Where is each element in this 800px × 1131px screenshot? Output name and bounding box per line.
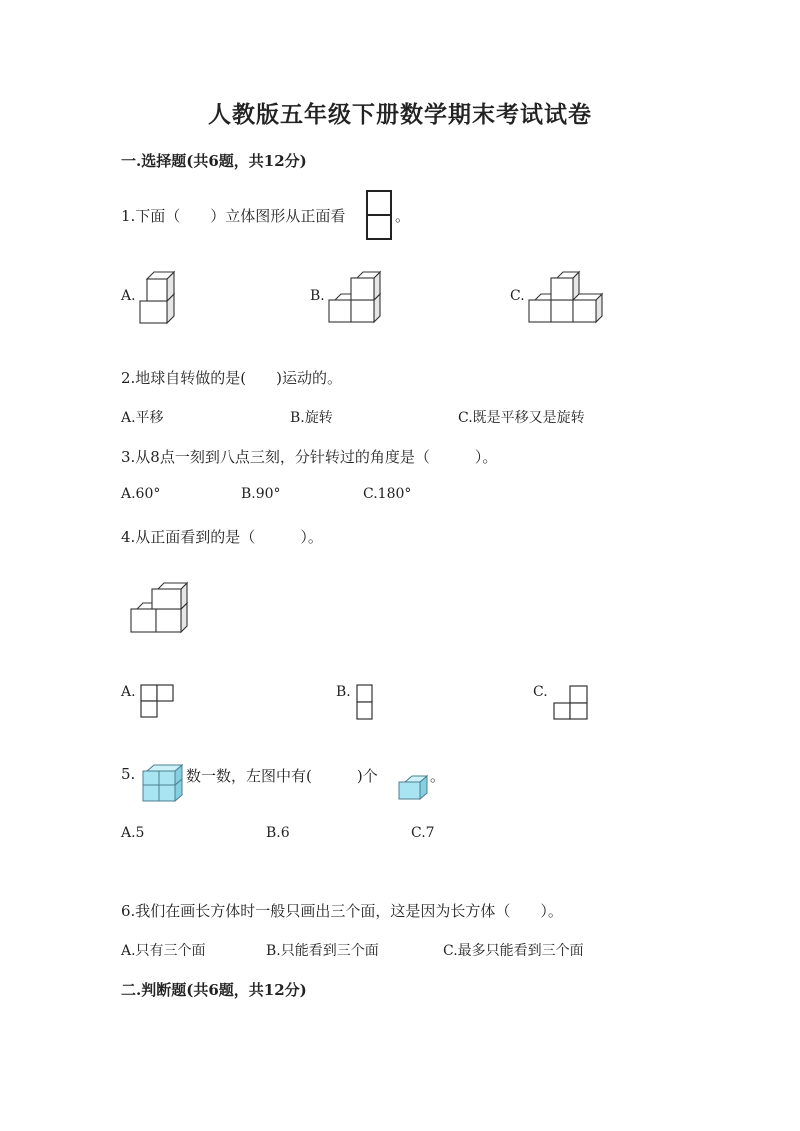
question-4-text: 4.从正面看到的是（ ）。 — [121, 528, 323, 546]
q4-option-c-view — [553, 685, 589, 721]
page-title: 人教版五年级下册数学期末考试试卷 — [208, 101, 592, 128]
q5-blue-cube-stack — [140, 762, 186, 804]
q1-option-b[interactable]: B. — [310, 288, 325, 304]
q6-option-b[interactable]: B.只能看到三个面 — [266, 943, 379, 959]
question-5-label: 5. — [121, 765, 136, 783]
q4-option-a-view — [140, 684, 176, 720]
q3-option-b[interactable]: B.90° — [241, 486, 281, 502]
q4-option-a[interactable]: A. — [121, 684, 136, 700]
question-2-text: 2.地球自转做的是( )运动的。 — [121, 369, 343, 387]
q4-option-c[interactable]: C. — [533, 684, 548, 700]
q2-option-a[interactable]: A.平移 — [121, 410, 164, 426]
q1-option-b-cubes — [328, 270, 384, 324]
q5-single-blue-cube — [398, 775, 430, 801]
q5-option-b[interactable]: B.6 — [266, 825, 290, 841]
q2-option-b[interactable]: B.旋转 — [290, 410, 333, 426]
question-5-text: 数一数，左图中有( )个 — [186, 767, 378, 785]
q6-option-c[interactable]: C.最多只能看到三个面 — [443, 943, 584, 959]
q6-option-a[interactable]: A.只有三个面 — [121, 943, 206, 959]
question-6-text: 6.我们在画长方体时一般只画出三个面，这是因为长方体（ ）。 — [121, 902, 563, 920]
q1-front-view-figure — [366, 190, 392, 242]
section-heading-choice: 一.选择题(共6题，共12分) — [121, 152, 307, 170]
q2-option-c[interactable]: C.既是平移又是旋转 — [458, 410, 585, 426]
question-5-end: 。 — [430, 767, 446, 785]
q3-option-c[interactable]: C.180° — [363, 486, 412, 502]
q5-option-a[interactable]: A.5 — [121, 825, 145, 841]
section-heading-judgement: 二.判断题(共6题，共12分) — [121, 981, 307, 999]
q1-option-a-cubes — [139, 263, 181, 323]
question-1-end: 。 — [395, 207, 411, 225]
q5-option-c[interactable]: C.7 — [411, 825, 435, 841]
q3-option-a[interactable]: A.60° — [121, 486, 161, 502]
q1-option-c-cubes — [528, 270, 604, 324]
question-1-text: 1.下面（ ）立体图形从正面看 — [121, 207, 346, 225]
q4-option-b-view — [356, 684, 374, 720]
q1-option-a[interactable]: A. — [121, 288, 136, 304]
q4-cube-figure — [130, 583, 190, 633]
question-3-text: 3.从8点一刻到八点三刻，分针转过的角度是（ ）。 — [121, 448, 498, 466]
q4-option-b[interactable]: B. — [336, 684, 351, 700]
q1-option-c[interactable]: C. — [510, 288, 525, 304]
